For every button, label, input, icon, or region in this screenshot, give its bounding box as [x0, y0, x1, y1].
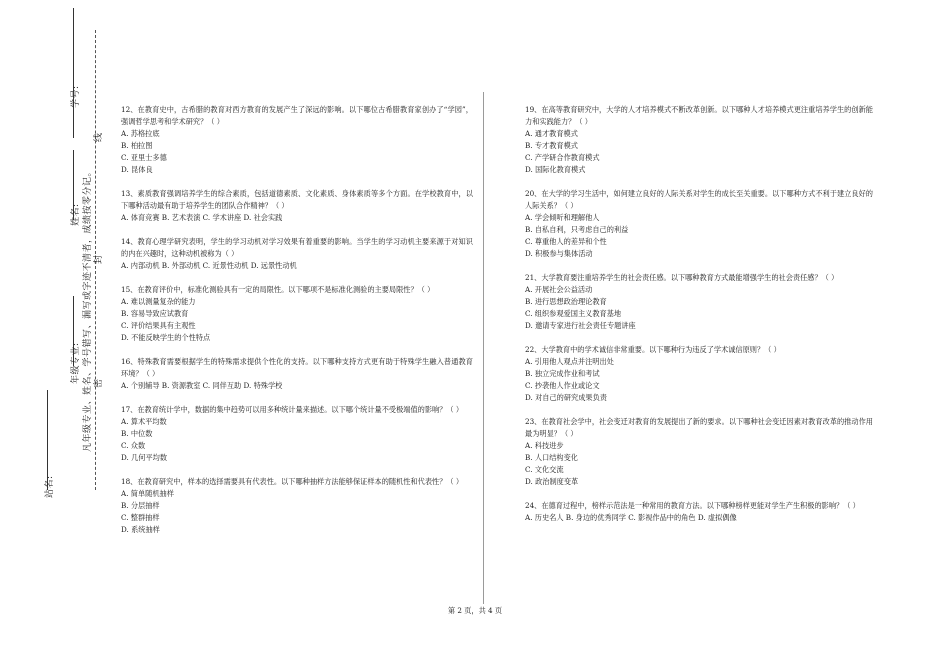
options-inline: A. 内部动机 B. 外部动机 C. 近景性动机 D. 远景性动机 [121, 261, 297, 270]
option: A. 简单随机抽样 [121, 489, 174, 498]
option: A. 算术平均数 [121, 417, 167, 426]
question-stem: 19、在高等教育研究中，大学的人才培养模式不断改革创新。以下哪种人才培养模式更注重培养学生的创新能力和实践能力？（ ） [525, 105, 873, 126]
option: B. 分层抽样 [121, 501, 160, 510]
option: B. 中位数 [121, 429, 153, 438]
option: C. 评价结果具有主观性 [121, 321, 196, 330]
student-id-line [73, 8, 74, 138]
question-stem: 13、素质教育强调培养学生的综合素质，包括道德素质、文化素质、身体素质等多个方面。在学校教育中，以下哪种活动最有助于培养学生的团队合作精神？（ ） [121, 189, 473, 210]
option: B. 容易导致应试教育 [121, 309, 189, 318]
option: B. 进行思想政治理论教育 [525, 297, 607, 306]
right-column [525, 104, 873, 536]
column-divider [483, 92, 484, 604]
option: B. 人口结构变化 [525, 453, 578, 462]
option: B. 独立完成作业和考试 [525, 369, 600, 378]
question-21 [525, 272, 873, 332]
binding-margin [0, 0, 112, 672]
option: C. 整群抽样 [121, 513, 160, 522]
option: D. 对自己的研究成果负责 [525, 393, 607, 402]
option: C. 组织参观爱国主义教育基地 [525, 309, 622, 318]
option: A. 通才教育模式 [525, 129, 578, 138]
option: A. 难以测量复杂的能力 [121, 297, 196, 306]
seal-word-line: 线 [94, 132, 104, 142]
option: C. 文化交流 [525, 465, 564, 474]
question-17 [121, 404, 473, 464]
notice-text: 凡年级专业、姓名、学号错写、漏写或字迹不清者，成绩按零分记。 [83, 166, 93, 452]
option: D. 昆体良 [121, 165, 153, 174]
option: D. 几何平均数 [121, 453, 168, 462]
student-id-label: 学号: [71, 85, 81, 108]
option: C. 亚里士多德 [121, 153, 167, 162]
question-stem: 23、在教育社会学中，社会变迁对教育的发展提出了新的要求。以下哪种社会变迁因素对教育改革的推动作用最为明显？（ ） [525, 417, 873, 438]
option: C. 尊重他人的差异和个性 [525, 237, 607, 246]
options-inline: A. 历史名人 B. 身边的优秀同学 C. 影视作品中的角色 D. 虚拟偶像 [525, 513, 737, 522]
question-stem: 21、大学教育要注重培养学生的社会责任感。以下哪种教育方式最能增强学生的社会责任感？（ ） [525, 273, 839, 282]
question-stem: 20、在大学的学习生活中，如何建立良好的人际关系对学生的成长至关重要。以下哪种方式不利于建立良好的人际关系？（ ） [525, 189, 873, 210]
question-20 [525, 188, 873, 260]
option: A. 引用他人观点并注明出处 [525, 357, 614, 366]
question-13 [121, 188, 473, 224]
option: B. 柏拉图 [121, 141, 153, 150]
options-inline: A. 体育竞赛 B. 艺术表演 C. 学术讲座 D. 社会实践 [121, 213, 283, 222]
question-stem: 15、在教育评价中，标准化测验具有一定的局限性。以下哪项不是标准化测验的主要局限性？（ ） [121, 285, 435, 294]
question-stem: 22、大学教育中的学术诚信非常重要。以下哪种行为违反了学术诚信原则？（ ） [525, 345, 781, 354]
question-14 [121, 236, 473, 272]
option: A. 苏格拉底 [121, 129, 160, 138]
option: D. 不能反映学生的个性特点 [121, 333, 211, 342]
question-22 [525, 344, 873, 404]
question-16 [121, 356, 473, 392]
option: C. 众数 [121, 441, 146, 450]
option: A. 学会倾听和理解他人 [525, 213, 600, 222]
grade-major-label: 年级专业: [71, 342, 81, 384]
left-column [121, 104, 473, 548]
seal-word-seal: 密 [94, 378, 104, 388]
question-stem: 14、教育心理学研究表明，学生的学习动机对学习效果有着重要的影响。当学生的学习动机主要来源于对知识的内在兴趣时，这种动机被称为（ ） [121, 237, 473, 258]
option: D. 系统抽样 [121, 525, 160, 534]
option: D. 积极参与集体活动 [525, 249, 593, 258]
school-label: 站名: [45, 475, 55, 498]
option: B. 专才教育模式 [525, 141, 578, 150]
question-23 [525, 416, 873, 488]
options-inline: A. 个别辅导 B. 资源教室 C. 同伴互助 D. 特殊学校 [121, 381, 283, 390]
question-18 [121, 476, 473, 536]
question-24 [525, 500, 873, 524]
question-19 [525, 104, 873, 176]
question-15 [121, 284, 473, 344]
option: D. 邀请专家进行社会责任专题讲座 [525, 321, 636, 330]
question-stem: 12、在教育史中，古希腊的教育对西方教育的发展产生了深远的影响。以下哪位古希腊教育家创办了“学园”，强调哲学思考和学术研究？（ ） [121, 105, 473, 126]
question-stem: 16、特殊教育需要根据学生的特殊需求提供个性化的支持。以下哪种支持方式更有助于特殊学生融入普通教育环境？（ ） [121, 357, 473, 378]
question-12 [121, 104, 473, 176]
seal-word-sealed: 封 [94, 254, 104, 264]
option: B. 自私自利，只考虑自己的利益 [525, 225, 629, 234]
page-footer: 第 2 页，共 4 页 [447, 606, 503, 615]
question-stem: 17、在教育统计学中，数据的集中趋势可以用多种统计量来描述。以下哪个统计量不受极端值的影响？（ ） [121, 405, 464, 414]
name-label: 姓名: [71, 203, 81, 226]
question-stem: 24、在德育过程中，榜样示范法是一种常用的教育方法。以下哪种榜样更能对学生产生积极的影响？（ ） [525, 501, 860, 510]
option: D. 政治制度变革 [525, 477, 579, 486]
option: A. 开展社会公益活动 [525, 285, 593, 294]
option: D. 国际化教育模式 [525, 165, 586, 174]
option: C. 抄袭他人作业或论文 [525, 381, 600, 390]
question-stem: 18、在教育研究中，样本的选择需要具有代表性。以下哪种抽样方法能够保证样本的随机性和代表性？（ ） [121, 477, 464, 486]
option: A. 科技进步 [525, 441, 564, 450]
option: C. 产学研合作教育模式 [525, 153, 600, 162]
